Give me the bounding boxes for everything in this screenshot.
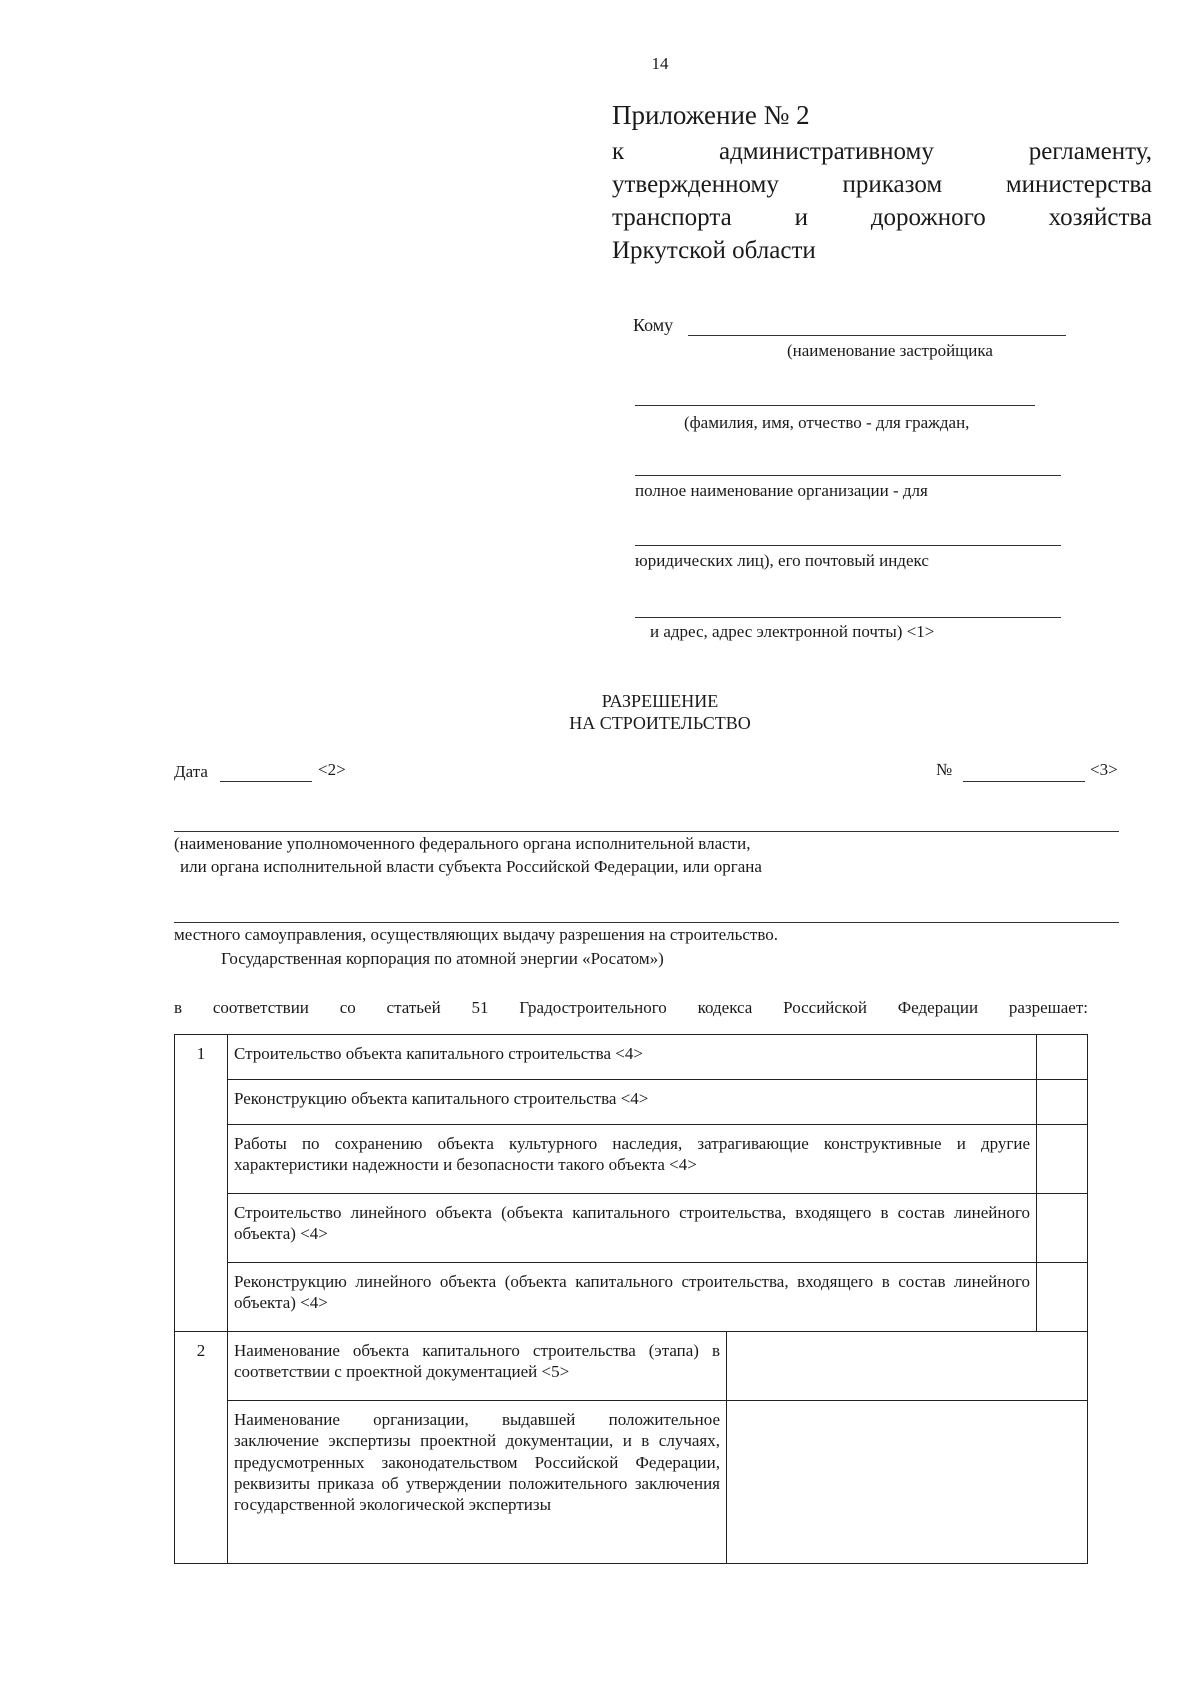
table-row (175, 1194, 1088, 1263)
checkbox-cell[interactable] (1037, 1035, 1088, 1080)
date-input-line[interactable] (220, 781, 312, 782)
date-reference: <2> (318, 760, 346, 779)
authority-hint: или органа исполнительной власти субъекта Российской Федерации, или органа (180, 857, 762, 876)
table-cell: Реконструкцию линейного объекта (объекта капитального строительства, входящего в состав линейного объекта) <4> (228, 1263, 1037, 1332)
table-row (175, 1080, 1088, 1125)
document-title: РАЗРЕШЕНИЕ (601, 691, 719, 711)
recipient-input-line[interactable] (635, 545, 1061, 546)
appendix-title: Приложение № 2 (612, 100, 810, 130)
authority-input-line[interactable] (174, 831, 1119, 832)
number-input-line[interactable] (963, 781, 1085, 782)
permit-table (174, 1034, 1088, 1564)
number-reference: <3> (1090, 760, 1118, 779)
table-cell: Работы по сохранению объекта культурного наследия, затрагивающие конструктивные и другие характеристики надежности и безопасности такого объекта <4> (228, 1125, 1037, 1194)
recipient-input-line[interactable] (635, 475, 1061, 476)
number-label: № (936, 760, 953, 779)
recipient-hint: и адрес, адрес электронной почты) <1> (650, 622, 935, 641)
appendix-line: Иркутской области (612, 237, 816, 264)
table-row (175, 1035, 1088, 1080)
appendix-line: утвержденному приказом министерства (612, 171, 1152, 198)
value-cell[interactable] (727, 1401, 1088, 1564)
authority-hint: Государственная корпорация по атомной энергии «Росатом») (221, 949, 664, 968)
section-number: 2 (175, 1332, 228, 1564)
table-cell: Наименование объекта капитального строительства (этапа) в соответствии с проектной документацией <5> (228, 1332, 727, 1401)
recipient-input-line[interactable] (635, 405, 1035, 406)
table-row (175, 1332, 1088, 1401)
date-label: Дата (174, 762, 208, 781)
recipient-hint: юридических лиц), его почтовый индекс (635, 551, 929, 570)
checkbox-cell[interactable] (1037, 1125, 1088, 1194)
table-cell: Наименование организации, выдавшей положительное заключение экспертизы проектной документации, и в случаях, предусмотренных законодательством Российской Федерации, реквизиты приказа об утверждении положительного заключения государственной экологической экспертизы (228, 1401, 727, 1564)
appendix-line: транспорта и дорожного хозяйства (612, 204, 1152, 231)
table-row (175, 1263, 1088, 1332)
table-row (175, 1125, 1088, 1194)
recipient-hint: (наименование застройщика (787, 341, 993, 360)
permission-statement: в соответствии со статьей 51 Градостроительного кодекса Российской Федерации разрешает: (174, 998, 1088, 1017)
table-cell: Реконструкцию объекта капитального строительства <4> (228, 1080, 1037, 1125)
table-cell: Строительство объекта капитального строительства <4> (228, 1035, 1037, 1080)
recipient-input-line[interactable] (688, 335, 1066, 336)
recipient-hint: (фамилия, имя, отчество - для граждан, (684, 413, 970, 432)
value-cell[interactable] (727, 1332, 1088, 1401)
recipient-input-line[interactable] (635, 617, 1061, 618)
authority-hint: местного самоуправления, осуществляющих выдачу разрешения на строительство. (174, 925, 779, 944)
checkbox-cell[interactable] (1037, 1263, 1088, 1332)
page-number: 14 (651, 54, 669, 73)
checkbox-cell[interactable] (1037, 1080, 1088, 1125)
document-subtitle: НА СТРОИТЕЛЬСТВО (569, 713, 751, 733)
recipient-label: Кому (633, 315, 674, 335)
appendix-line: к административному регламенту, (612, 138, 1152, 165)
section-number: 1 (175, 1035, 228, 1332)
authority-hint: (наименование уполномоченного федерального органа исполнительной власти, (174, 834, 751, 853)
authority-input-line[interactable] (174, 922, 1119, 923)
checkbox-cell[interactable] (1037, 1194, 1088, 1263)
table-row (175, 1401, 1088, 1564)
recipient-hint: полное наименование организации - для (635, 481, 928, 500)
table-cell: Строительство линейного объекта (объекта капитального строительства, входящего в состав линейного объекта) <4> (228, 1194, 1037, 1263)
